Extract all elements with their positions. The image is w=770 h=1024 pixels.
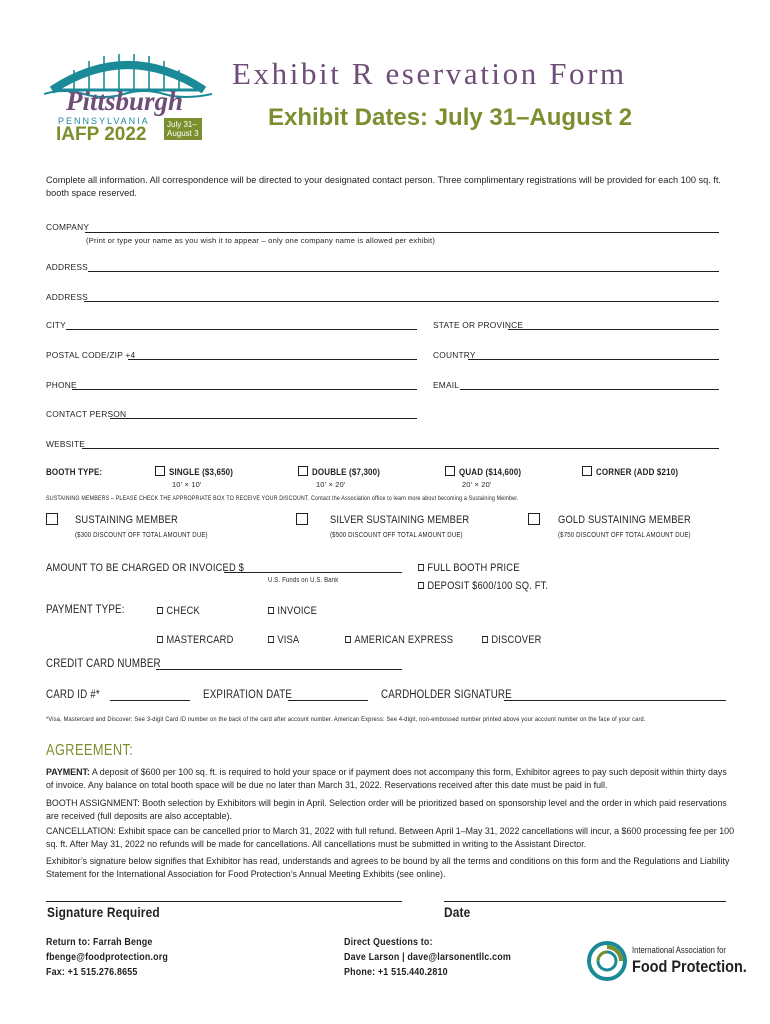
intro-text: Complete all information. All correspondence will be directed to your designated contact person. Three complimentary registrations will be provided for each 100 sq. ft. booth space reserved. — [46, 175, 721, 198]
discover-label: DISCOVER — [491, 634, 542, 646]
questions-phone: Phone: +1 515.440.2810 — [344, 966, 448, 978]
org-line2: Food Protection. — [632, 957, 747, 976]
org-line1: International Association for — [632, 945, 726, 955]
agreement-payment-text: A deposit of $600 per 100 sq. ft. is required to hold your space or if payment does not accompany this form, Exhibitor agrees to pay such deposit within thirty days of invoice. Any balance on total booth space will be due no later than March 31, 2022. Reservations received after this date must be paid in full. — [46, 767, 727, 790]
deposit-option[interactable] — [418, 580, 548, 592]
single-booth-checkbox[interactable] — [155, 466, 165, 476]
postal-field[interactable] — [128, 359, 417, 360]
page-subtitle: Exhibit Dates: July 31–August 2 — [268, 104, 633, 131]
amex-label: AMERICAN EXPRESS — [354, 634, 454, 646]
page-title: Exhibit R eservation Form — [232, 56, 627, 91]
logo-dates-line1: July 31– — [167, 120, 197, 129]
return-email[interactable]: fbenge@foodprotection.org — [46, 951, 169, 963]
quad-booth-label: QUAD ($14,600) — [459, 466, 522, 477]
email-field[interactable] — [460, 389, 719, 390]
address2-field[interactable] — [84, 301, 719, 302]
agreement-booth-assignment: BOOTH ASSIGNMENT: Booth selection by Exhibitors will begin in April. Selection order will be prioritized based on sponsorship level and the order in which paid reservations are received (full deposits are also acceptable). — [46, 798, 727, 821]
corner-booth-checkbox[interactable] — [582, 466, 592, 476]
sustaining-member-discount: ($300 DISCOUNT OFF TOTAL AMOUNT DUE) — [75, 530, 208, 539]
city-field[interactable] — [66, 329, 417, 330]
amex-option[interactable] — [345, 634, 453, 646]
agreement-payment-label: PAYMENT: — [46, 767, 90, 777]
logo-event: IAFP 2022 — [56, 124, 147, 145]
company-field[interactable] — [85, 232, 719, 233]
logo-state: PENNSYLVANIA — [58, 116, 150, 126]
amount-field[interactable] — [224, 572, 402, 573]
agreement-heading: AGREEMENT: — [46, 742, 134, 759]
double-booth-checkbox[interactable] — [298, 466, 308, 476]
payment-type-label: PAYMENT TYPE: — [46, 604, 125, 616]
silver-member-discount: ($500 DISCOUNT OFF TOTAL AMOUNT DUE) — [330, 530, 463, 539]
deposit-checkbox[interactable] — [418, 582, 424, 589]
state-field[interactable] — [508, 329, 719, 330]
silver-member-label: SILVER SUSTAINING MEMBER — [330, 514, 470, 526]
double-booth-label: DOUBLE ($7,300) — [312, 466, 381, 477]
sustaining-note: SUSTAINING MEMBERS – PLEASE CHECK THE APPROPRIATE BOX TO RECEIVE YOUR DISCOUNT. Contact the Association office to learn more about becoming a Sustaining Member. — [46, 495, 519, 502]
return-fax: Fax: +1 515.276.8655 — [46, 966, 138, 978]
company-note: (Print or type your name as you wish it to appear – only one company name is allowed per exhibit) — [86, 236, 436, 245]
invoice-label: INVOICE — [277, 605, 317, 617]
deposit-label: DEPOSIT $600/100 SQ. FT. — [427, 580, 549, 592]
agreement-signature-note: Exhibitor’s signature below signifies that Exhibitor has read, understands and agrees to be bound by all the terms and conditions on this form and the Regulations and Liability Statement for the International Association for Food Protection’s Annual Meeting Exhibits (see online). — [46, 856, 730, 879]
iafp-logo — [586, 940, 747, 986]
mastercard-label: MASTERCARD — [166, 634, 234, 646]
mastercard-option[interactable] — [157, 634, 234, 646]
logo-dates-line2: August 3 — [167, 129, 199, 138]
signature-field[interactable] — [46, 901, 402, 902]
iafp-swirl-icon — [586, 940, 628, 982]
cc-number-field[interactable] — [156, 669, 402, 670]
visa-label: VISA — [277, 634, 300, 646]
expiration-field[interactable] — [288, 700, 368, 701]
sustaining-member-label: SUSTAINING MEMBER — [75, 514, 178, 526]
country-field[interactable] — [468, 359, 719, 360]
us-funds-note: U.S. Funds on U.S. Bank — [268, 577, 339, 584]
contact-label: CONTACT PERSON — [46, 409, 127, 419]
discover-option[interactable] — [482, 634, 542, 646]
visa-option[interactable] — [268, 634, 299, 646]
cardholder-signature-label: CARDHOLDER SIGNATURE — [381, 689, 512, 701]
corner-booth-label: CORNER (ADD $210) — [596, 466, 679, 477]
amex-checkbox[interactable] — [345, 636, 351, 643]
invoice-option[interactable] — [268, 605, 317, 617]
check-label: CHECK — [166, 605, 200, 617]
phone-label: PHONE — [46, 380, 77, 390]
contact-field[interactable] — [110, 418, 417, 419]
quad-booth-size: 20' × 20' — [462, 480, 492, 489]
check-checkbox[interactable] — [157, 607, 163, 614]
visa-checkbox[interactable] — [268, 636, 274, 643]
address1-field[interactable] — [88, 271, 719, 272]
cardholder-signature-field[interactable] — [504, 700, 726, 701]
signature-label: Signature Required — [47, 904, 160, 920]
double-booth-size: 10' × 20' — [316, 480, 346, 489]
cc-number-label: CREDIT CARD NUMBER — [46, 658, 161, 670]
logo-dates — [164, 118, 202, 140]
return-to: Return to: Farrah Benge — [46, 936, 153, 948]
questions-heading: Direct Questions to: — [344, 936, 433, 948]
state-label: STATE OR PROVINCE — [433, 320, 524, 330]
agreement-cancellation: CANCELLATION: Exhibit space can be cancelled prior to March 31, 2022 with full refund. Between April 1–May 31, 2022 cancellations will incur, a $600 processing fee per 100 sq. ft. After May 31, 2022 no refunds will be made for cancellations. All cancellations must be submitted in writing to the Assistant Director. — [46, 826, 735, 849]
sustaining-member-checkbox[interactable] — [46, 513, 58, 525]
booth-type-label: BOOTH TYPE: — [46, 466, 103, 477]
full-price-checkbox[interactable] — [418, 564, 424, 571]
silver-member-checkbox[interactable] — [296, 513, 308, 525]
website-label: WEBSITE — [46, 439, 86, 449]
single-booth-label: SINGLE ($3,650) — [169, 466, 234, 477]
address2-label: ADDRESS — [46, 292, 88, 302]
check-option[interactable] — [157, 605, 200, 617]
invoice-checkbox[interactable] — [268, 607, 274, 614]
full-price-label: FULL BOOTH PRICE — [427, 562, 520, 574]
discover-checkbox[interactable] — [482, 636, 488, 643]
logo-city: Pittsburgh — [66, 86, 184, 116]
gold-member-discount: ($750 DISCOUNT OFF TOTAL AMOUNT DUE) — [558, 530, 691, 539]
date-label: Date — [444, 904, 471, 920]
questions-contact[interactable]: Dave Larson | dave@larsonentllc.com — [344, 951, 511, 963]
amount-label: AMOUNT TO BE CHARGED OR INVOICED $ — [46, 562, 245, 574]
card-footnote: *Visa, Mastercard and Discover: See 3-digit Card ID number on the back of the card after account number. American Express: See 4-digit, non-embossed number printed above your account number on the face of your card. — [46, 716, 646, 723]
quad-booth-checkbox[interactable] — [445, 466, 455, 476]
city-label: CITY — [46, 320, 66, 330]
date-field[interactable] — [444, 901, 726, 902]
company-label: COMPANY — [46, 222, 90, 232]
phone-field[interactable] — [72, 389, 417, 390]
card-id-label: CARD ID #* — [46, 689, 100, 701]
website-field[interactable] — [82, 448, 719, 449]
postal-label: POSTAL CODE/ZIP +4 — [46, 350, 136, 360]
card-id-field[interactable] — [110, 700, 190, 701]
event-logo — [44, 44, 212, 144]
gold-member-label: GOLD SUSTAINING MEMBER — [558, 514, 691, 526]
agreement-payment — [46, 766, 736, 792]
gold-member-checkbox[interactable] — [528, 513, 540, 525]
single-booth-size: 10' × 10' — [172, 480, 202, 489]
email-label: EMAIL — [433, 380, 460, 390]
mastercard-checkbox[interactable] — [157, 636, 163, 643]
expiration-label: EXPIRATION DATE — [203, 689, 293, 701]
address1-label: ADDRESS — [46, 262, 88, 272]
full-price-option[interactable] — [418, 562, 520, 574]
country-label: COUNTRY — [433, 350, 476, 360]
